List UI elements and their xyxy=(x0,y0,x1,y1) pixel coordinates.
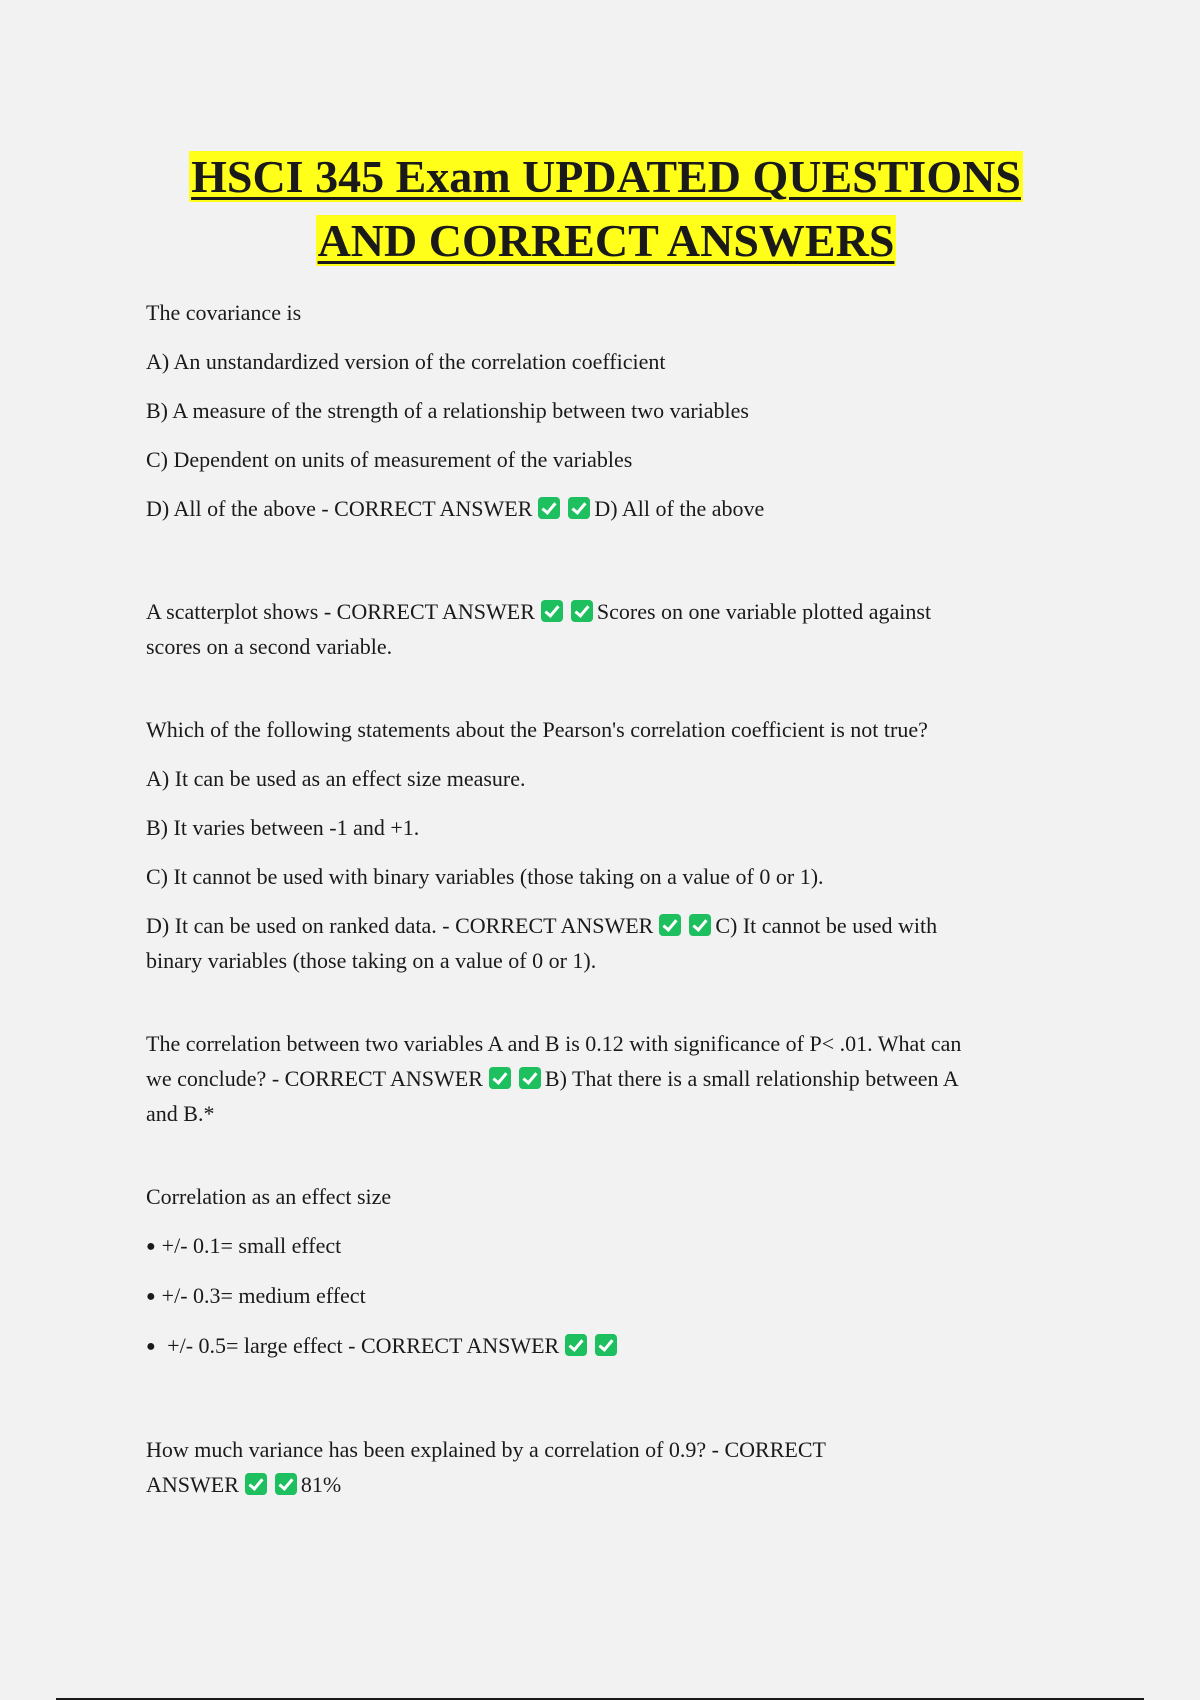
correct-answer: Scores on one variable plotted against xyxy=(596,599,932,624)
correct-answer-continued: scores on a second variable. xyxy=(146,634,393,659)
question-correlation-significance xyxy=(146,1026,1066,1131)
question-stem: Which of the following statements about the Pearson's correlation coefficient is not true? xyxy=(146,717,928,742)
question-stem: How much variance has been explained by a correlation of 0.9? - CORRECT xyxy=(146,1437,826,1462)
check-mark-icon xyxy=(689,914,711,936)
question-line xyxy=(146,1061,1066,1096)
check-mark-icon xyxy=(489,1067,511,1089)
option-d: D) It can be used on ranked data. - CORRECT ANSWER xyxy=(146,913,654,938)
title-line-1: HSCI 345 Exam UPDATED QUESTIONS xyxy=(191,151,1021,202)
list-item: ● +/- 0.3= medium effect xyxy=(146,1278,1066,1314)
question-stem: The covariance is xyxy=(146,300,302,325)
list-item: ● +/- 0.1= small effect xyxy=(146,1228,1066,1264)
correct-answer-continued: and B.* xyxy=(146,1101,215,1126)
check-mark-icon xyxy=(571,600,593,622)
option-c: C) It cannot be used with binary variables (those taking on a value of 0 or 1). xyxy=(146,864,824,889)
option-c: C) Dependent on units of measurement of the variables xyxy=(146,447,633,472)
question-stem: Correlation as an effect size xyxy=(146,1184,392,1209)
correct-answer: C) It cannot be used with xyxy=(715,913,938,938)
question-line xyxy=(146,594,1066,629)
option-b: B) A measure of the strength of a relationship between two variables xyxy=(146,398,749,423)
document-title xyxy=(146,145,1066,273)
document-page xyxy=(146,145,1066,1502)
check-mark-icon xyxy=(275,1473,297,1495)
list-item: +/- 0.5= large effect - CORRECT ANSWER xyxy=(167,1333,560,1358)
question-stem: The correlation between two variables A and B is 0.12 with significance of P< .01. What can xyxy=(146,1031,962,1056)
check-mark-icon xyxy=(519,1067,541,1089)
check-mark-icon xyxy=(538,497,560,519)
question-effect-size xyxy=(146,1179,1066,1364)
option-d: D) All of the above - CORRECT ANSWER xyxy=(146,496,533,521)
option-a: A) It can be used as an effect size measure. xyxy=(146,766,526,791)
question-pearson xyxy=(146,712,1066,978)
question-scatterplot xyxy=(146,594,1066,664)
check-mark-icon xyxy=(541,600,563,622)
check-mark-icon xyxy=(595,1334,617,1356)
check-mark-icon xyxy=(565,1334,587,1356)
question-covariance xyxy=(146,295,1066,526)
correct-answer: B) That there is a small relationship between A xyxy=(544,1066,959,1091)
list-item-with-answer xyxy=(146,1328,1066,1364)
question-stem-continued: ANSWER xyxy=(146,1472,239,1497)
question-variance-explained xyxy=(146,1432,1066,1502)
option-b: B) It varies between -1 and +1. xyxy=(146,815,420,840)
option-d-with-answer xyxy=(146,491,1066,526)
check-mark-icon xyxy=(245,1473,267,1495)
question-stem-continued: we conclude? - CORRECT ANSWER xyxy=(146,1066,483,1091)
check-mark-icon xyxy=(659,914,681,936)
correct-answer-continued: binary variables (those taking on a value of 0 or 1). xyxy=(146,948,597,973)
title-line-2: AND CORRECT ANSWERS xyxy=(317,215,895,266)
question-line xyxy=(146,1467,1066,1502)
question-stem: A scatterplot shows - CORRECT ANSWER xyxy=(146,599,535,624)
check-mark-icon xyxy=(568,497,590,519)
correct-answer: D) All of the above xyxy=(594,496,765,521)
correct-answer: 81% xyxy=(300,1472,342,1497)
option-a: A) An unstandardized version of the correlation coefficient xyxy=(146,349,666,374)
option-d-with-answer xyxy=(146,908,1066,943)
